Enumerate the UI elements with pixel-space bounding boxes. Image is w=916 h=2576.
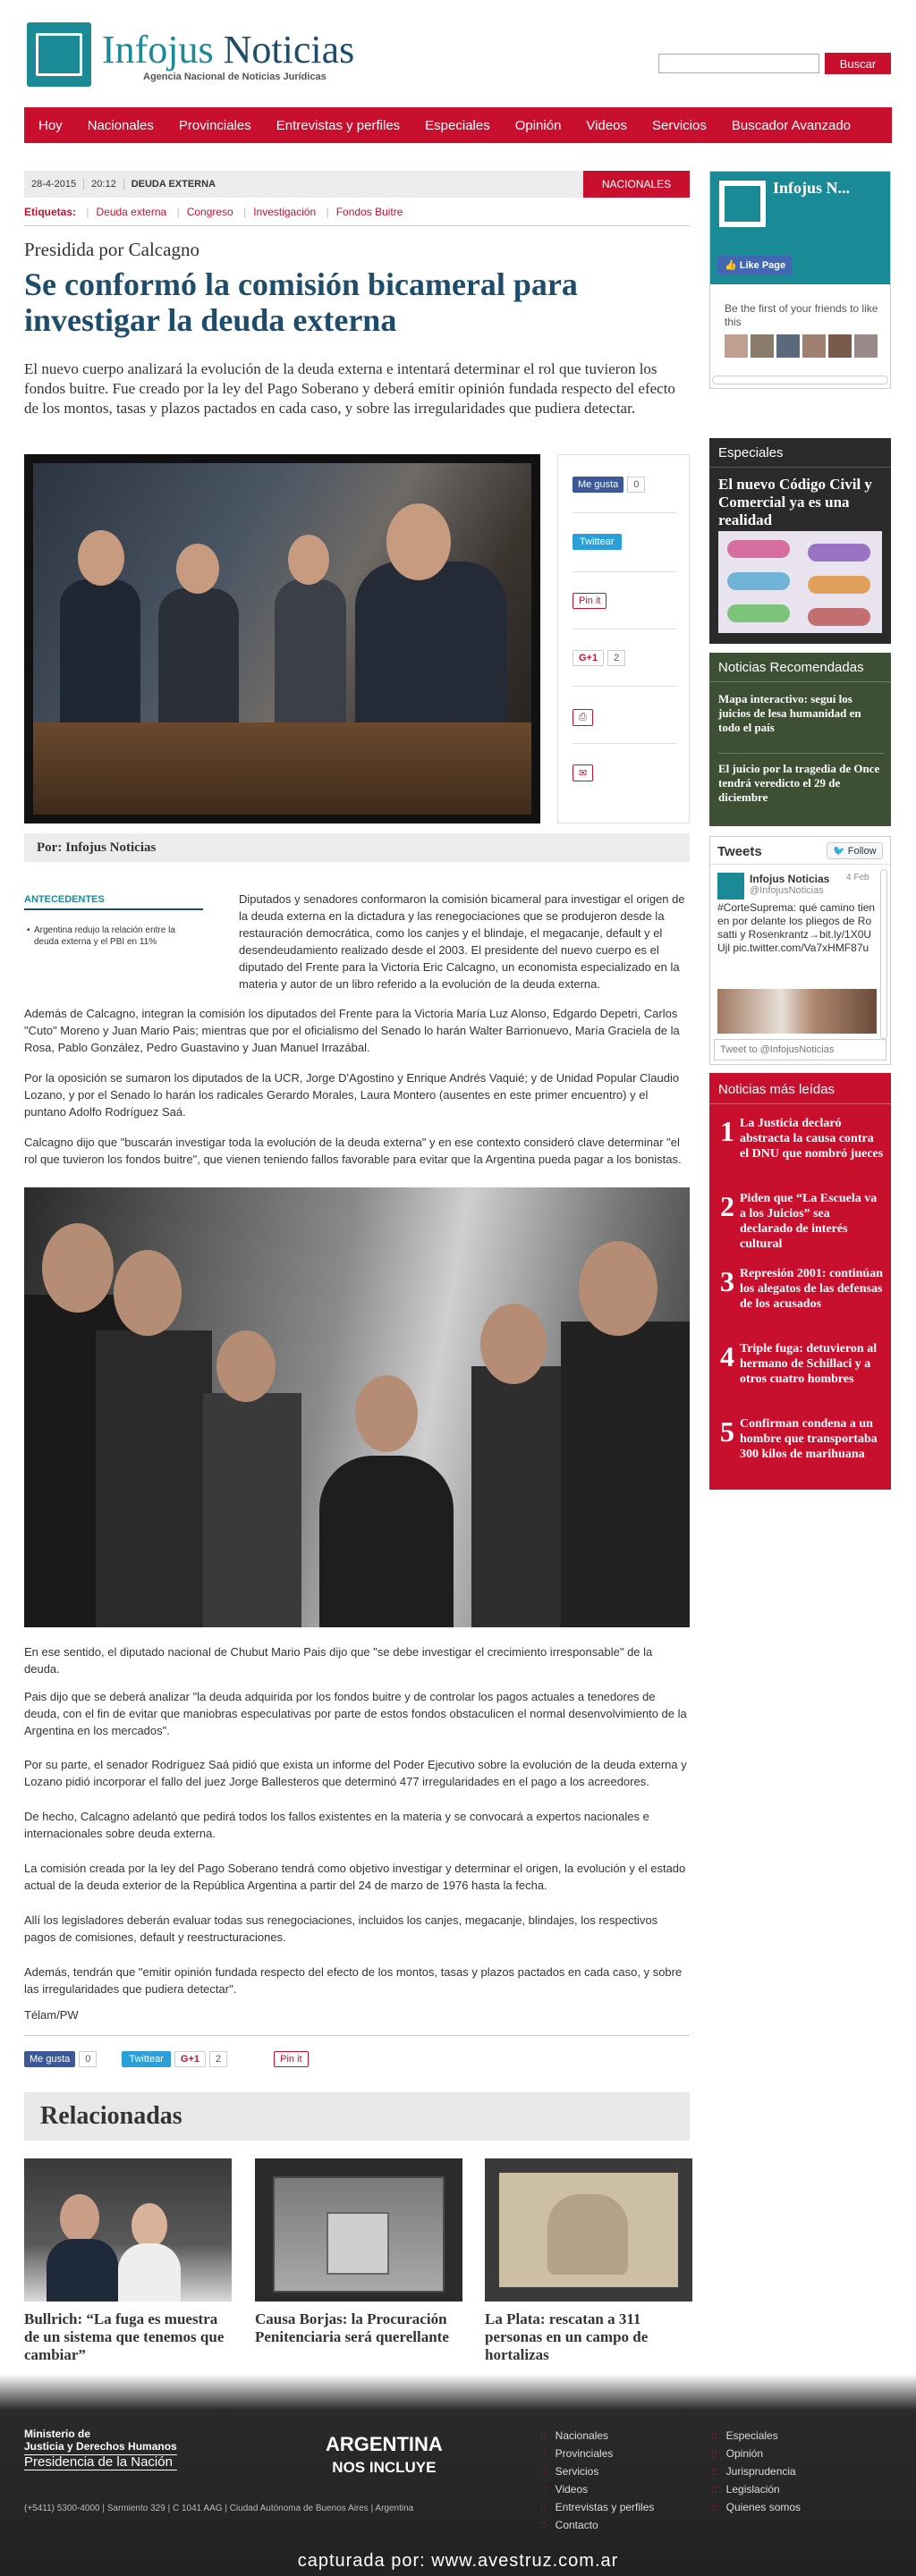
section-tag[interactable]: NACIONALES xyxy=(583,171,690,198)
tag-link[interactable]: Congreso xyxy=(186,206,233,218)
email-icon[interactable]: ✉ xyxy=(572,764,593,781)
google-plus-button[interactable]: G+1 xyxy=(174,2051,206,2067)
article-lead: El nuevo cuerpo analizará la evolución de la deuda externa e intentará determinar el rol que tuvieron los fondos buitre. Fue creado por la ley del Pago Soberano y deberá emitir opinión fundada respecto del efecto de los montos, tasas y plazos pactados en cada caso, y sobre las irregularidades que pudiera detectar. xyxy=(24,360,675,417)
friend-avatar[interactable] xyxy=(776,334,800,358)
site-header xyxy=(0,0,916,103)
related-title[interactable]: Bullrich: “La fuga es muestra de un sistema que tenemos que cambiar” xyxy=(24,2310,225,2363)
footer-link[interactable]: :: Contacto xyxy=(540,2519,598,2531)
site-tagline: Agencia Nacional de Noticias Jurídicas xyxy=(143,72,327,82)
nav-item-hoy[interactable]: Hoy xyxy=(38,117,63,133)
pinterest-button[interactable]: Pin it xyxy=(274,2051,308,2067)
article-paragraph: Además de Calcagno, integran la comisión los diputados del Frente para la Victoria María Luz Alonso, Edgardo Depetri, Carlos "Cuto" Moreno y Juan Mario Pais; mientras que por el oficialismo del Senado lo harán Walter Barrionuevo, María Graciela de la Rosa, Pablo González, Pedro Guastavino y Juan Manuel Irrazábal. xyxy=(24,1007,680,1054)
divider xyxy=(24,908,203,910)
article-paragraph: Por la oposición se sumaron los diputados de la UCR, Jorge D'Agostino y Enrique Andrés Vaquié; y de Unidad Popular Claudio Lozano, y por el Senado lo harán los radicales Gerardo Morales, Laura Montero (ausentes en este primer encuentro) y el puntano Adolfo Rodríguez Saá. xyxy=(24,1071,680,1119)
tweet-handle[interactable]: @InfojusNoticias xyxy=(750,885,824,896)
article-paragraph: En ese sentido, el diputado nacional de Chubut Mario Pais dijo que "se debe investigar el crecimiento irresponsable" de la deuda. xyxy=(24,1645,653,1676)
mas-leida-item[interactable]: 1 La Justicia declaró abstracta la causa contra el DNU que nombró jueces xyxy=(720,1115,884,1161)
footer-address: (+5411) 5300-4000 | Sarmiento 329 | C 1041 AAG | Ciudad Autónoma de Buenos Aires | Argentina xyxy=(24,2504,414,2513)
article-section: DEUDA EXTERNA xyxy=(131,179,216,190)
twitter-follow-button[interactable]: 🐦 Follow xyxy=(827,842,883,859)
related-title[interactable]: La Plata: rescatan a 311 personas en un campo de hortalizas xyxy=(485,2310,649,2363)
scrollbar[interactable] xyxy=(712,376,888,384)
article-paragraph: Calcagno dijo que "buscarán investigar toda la evolución de la deuda externa" y en ese contexto consideró clave determinar "el rol que tuvieron los fondos buitre", que vienen teniendo fallos favorable para evitar que la Argentina pueda pagar a los bonistas. xyxy=(24,1136,682,1166)
mas-leidas-box xyxy=(709,1073,891,1490)
search-input[interactable] xyxy=(658,54,819,73)
article-paragraph: La comisión creada por la ley del Pago Soberano tendrá como objetivo investigar y determinar el origen, la evolución y el estado actual de la deuda exterior de la República Argentina a partir del 24 de marzo de 1976 hasta la fecha. xyxy=(24,1862,686,1892)
footer-link[interactable]: :: Nacionales xyxy=(540,2429,609,2442)
mas-leida-item[interactable]: 5 Confirman condena a un hombre que transportaba 300 kilos de marihuana xyxy=(720,1415,878,1461)
facebook-like-page-button[interactable]: 👍 Like Page xyxy=(717,256,793,274)
related-image[interactable] xyxy=(255,2158,462,2302)
tweet-button[interactable]: Twittear xyxy=(122,2051,171,2067)
nav-item-entrevistas[interactable]: Entrevistas y perfiles xyxy=(276,117,401,133)
ministry-logo[interactable]: Ministerio de Justicia y Derechos Humanos Presidencia de la Nación xyxy=(24,2428,177,2470)
facebook-page-widget xyxy=(709,171,891,389)
facebook-count: 0 xyxy=(627,477,645,493)
site-footer xyxy=(0,2374,916,2576)
related-image[interactable] xyxy=(24,2158,232,2302)
tweet-text: #CorteSuprema: qué camino tienen por delante los pliegos de Rosatti y Rosenkrantz→bit.ly/1X0UUjl pic.twitter.com/Va7xHMF87u xyxy=(717,901,876,954)
mas-leida-item[interactable]: 2 Piden que “La Escuela va a los Juicios” sea declarado de interés cultural xyxy=(720,1190,878,1251)
related-image[interactable] xyxy=(485,2158,692,2302)
facebook-like-button[interactable]: Me gusta xyxy=(572,477,623,493)
especiales-box xyxy=(709,438,891,644)
friend-avatar[interactable] xyxy=(725,334,748,358)
especiales-title: Especiales xyxy=(718,445,784,460)
tweet-user[interactable]: Infojus Noticias xyxy=(750,873,830,885)
friend-avatar[interactable] xyxy=(828,334,852,358)
twitter-widget xyxy=(709,836,891,1065)
tweets-title: Tweets xyxy=(717,844,762,859)
nav-item-opinion[interactable]: Opinión xyxy=(514,117,562,133)
article-headline: Se conformó la comisión bicameral para investigar la deuda externa xyxy=(24,266,578,338)
footer-link[interactable]: :: Provinciales xyxy=(540,2447,614,2460)
nav-item-videos[interactable]: Videos xyxy=(586,117,628,133)
nav-item-servicios[interactable]: Servicios xyxy=(652,117,707,133)
mas-leidas-title: Noticias más leídas xyxy=(718,1082,835,1097)
article-date: 28-4-2015 xyxy=(24,179,84,190)
footer-link[interactable]: :: Opinión xyxy=(711,2447,764,2460)
footer-link[interactable]: :: Legislación xyxy=(711,2483,780,2496)
especiales-link[interactable]: El nuevo Código Civil y Comercial ya es una realidad xyxy=(718,476,872,528)
tweet-date[interactable]: 4 Feb xyxy=(846,873,869,883)
article-paragraph: Allí los legisladores deberán evaluar todas sus renegociaciones, incluidos los canjes, megacanje, blindajes, los respectivos pagos de comisiones, default y reestructuraciones. xyxy=(24,1913,658,1944)
article-photo xyxy=(24,454,540,823)
footer-link[interactable]: :: Quienes somos xyxy=(711,2501,802,2513)
mas-leida-item[interactable]: 3 Represión 2001: continúan los alegatos de las defensas de los acusados xyxy=(720,1265,883,1311)
nav-item-buscador[interactable]: Buscador Avanzado xyxy=(731,117,852,133)
recomendadas-box xyxy=(709,653,891,826)
tag-link[interactable]: Investigación xyxy=(253,206,317,218)
pinterest-button[interactable]: Pin it xyxy=(572,593,606,609)
tag-link[interactable]: Deuda externa xyxy=(96,206,167,218)
facebook-cover[interactable] xyxy=(710,172,890,284)
friend-avatar[interactable] xyxy=(802,334,826,358)
facebook-page-name[interactable]: Infojus N... xyxy=(773,179,851,197)
article-time: 20:12 xyxy=(84,179,124,190)
tweet-button[interactable]: Twittear xyxy=(572,534,622,550)
footer-link[interactable]: :: Especiales xyxy=(711,2429,778,2442)
especiales-image[interactable] xyxy=(718,531,882,633)
tweet-compose-input[interactable]: Tweet to @InfojusNoticias xyxy=(714,1039,886,1060)
google-plus-count: 2 xyxy=(607,650,625,666)
google-plus-button[interactable]: G+1 xyxy=(572,650,604,666)
divider xyxy=(24,2035,690,2036)
related-header: Relacionadas xyxy=(24,2092,690,2141)
print-icon[interactable]: ⎙ xyxy=(572,709,593,726)
nav-item-especiales[interactable]: Especiales xyxy=(425,117,490,133)
share-column xyxy=(557,454,690,823)
related-title[interactable]: Causa Borjas: la Procuración Penitenciaria será querellante xyxy=(255,2310,449,2345)
facebook-like-button[interactable]: Me gusta xyxy=(24,2051,75,2067)
tweet-avatar[interactable] xyxy=(717,873,744,899)
footer-slogan: ARGENTINA NOS INCLUYE xyxy=(326,2433,443,2476)
tag-link[interactable]: Fondos Buitre xyxy=(335,206,403,218)
antecedentes-link[interactable]: • Argentina redujo la relación entre la deuda externa y el PBI en 11% xyxy=(27,925,175,947)
article-paragraph: Diputados y senadores conformaron la comisión bicameral para investigar el origen de la deuda externa en la dictadura y las renegociaciones que se produjeron desde la restauración democrática, como los canjes y el blindaje, el megacanje, default y el desendeudamiento realizado desde el 2003. El presidente del nuevo cuerpo es el diputado del Frente para la Victoria Eric Calcagno, un economista especializado en la materia y autor de un libro referido a la evolución de la deuda externa. xyxy=(239,892,685,991)
article-paragraph: Pais dijo que se deberá analizar "la deuda adquirida por los fondos buitre y de controlar los pagos actuales a tenedores de deuda, con el fin de evitar que maniobras especulativas por parte de estos fondos obstaculicen el normal desenvolvimiento de la Argentina en los mercados". xyxy=(24,1690,687,1737)
article-kicker: Presidida por Calcagno xyxy=(24,239,199,260)
site-logo[interactable]: Infojus Noticias xyxy=(102,28,355,72)
footer-link[interactable]: :: Servicios xyxy=(540,2465,599,2478)
tags-list: Etiquetas: | Deuda externa | Congreso | Investigación | Fondos Buitre xyxy=(24,206,403,218)
facebook-count: 0 xyxy=(79,2051,97,2067)
article-photo-2 xyxy=(24,1187,690,1627)
recomendadas-title: Noticias Recomendadas xyxy=(718,660,864,675)
share-row xyxy=(24,2051,309,2067)
friend-avatar[interactable] xyxy=(854,334,878,358)
scrollbar[interactable] xyxy=(880,869,887,1039)
nav-item-nacionales[interactable]: Nacionales xyxy=(87,117,154,133)
footer-link[interactable]: :: Videos xyxy=(540,2483,589,2496)
article-paragraph: De hecho, Calcagno adelantó que pedirá todos los fallos existentes en la materia y se convocará a expertos nacionales e internacionales sobre deuda externa. xyxy=(24,1810,649,1840)
antecedentes-title: ANTECEDENTES xyxy=(24,894,105,905)
main-nav xyxy=(24,107,892,143)
footer-link[interactable]: :: Jurisprudencia xyxy=(711,2465,796,2478)
friend-avatar[interactable] xyxy=(751,334,774,358)
google-plus-count: 2 xyxy=(209,2051,227,2067)
capture-watermark: capturada por: www.avestruz.com.ar xyxy=(297,2551,619,2571)
footer-link[interactable]: :: Entrevistas y perfiles xyxy=(540,2501,655,2513)
facebook-friends-text: Be the first of your friends to like this xyxy=(725,302,878,328)
nav-item-provinciales[interactable]: Provinciales xyxy=(178,117,251,133)
tweet-image[interactable] xyxy=(717,989,877,1034)
tags-label: Etiquetas: xyxy=(24,206,77,218)
divider xyxy=(24,225,690,226)
recomendada-link[interactable]: Mapa interactivo: seguí los juicios de lesa humanidad en todo el país xyxy=(718,692,861,734)
logo-book-icon[interactable] xyxy=(27,22,91,87)
recomendada-link[interactable]: El juicio por la tragedia de Once tendrá veredicto el 29 de diciembre xyxy=(718,762,880,804)
article-paragraph: Además, tendrán que "emitir opinión fundada respecto del efecto de los montos, tasas y plazos pactados en cada caso, y sobre las irregularidades que pudiera detectar". xyxy=(24,1965,683,1996)
article-paragraph: Por su parte, el senador Rodríguez Saá pidió que exista un informe del Poder Ejecutivo sobre la evolución de la deuda externa y Lozano pidió incorporar el fallo del juez Jorge Ballesteros que determinó 477 irregularidades en el pago a los acreedores. xyxy=(24,1758,687,1788)
search-button[interactable]: Buscar xyxy=(825,53,891,74)
article-author: Por: Infojus Noticias xyxy=(24,833,690,862)
mas-leida-item[interactable]: 4 Triple fuga: detuvieron al hermano de Schillaci y a otros cuatro hombres xyxy=(720,1340,878,1386)
article-signature: Télam/PW xyxy=(24,2008,79,2022)
